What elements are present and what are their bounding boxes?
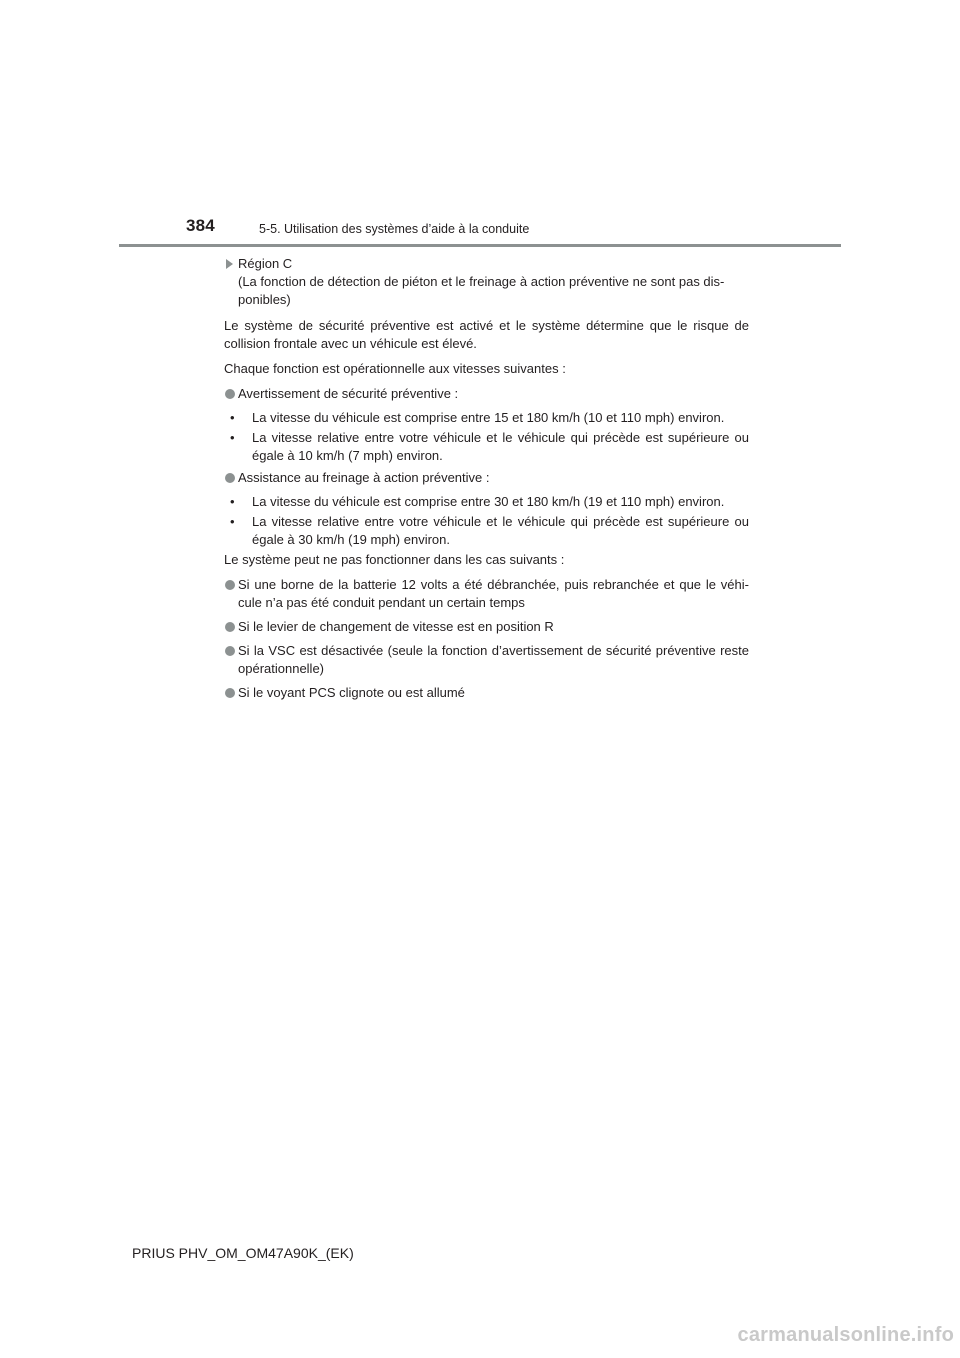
bullet-item — [224, 618, 749, 636]
bullet-item — [224, 684, 749, 702]
triangle-bullet-icon — [226, 259, 233, 269]
bullet-text: Si la VSC est désactivée (seule la fonction d’avertissement de sécurité préventive reste opérationnelle) — [238, 643, 749, 676]
page-number: 384 — [186, 216, 215, 235]
bullet-text: Assistance au freinage à action préventive : — [238, 470, 490, 485]
header-rule — [119, 244, 841, 247]
small-bullet-icon: • — [230, 430, 235, 445]
sub-item-text: La vitesse du véhicule est comprise entre 30 et 180 km/h (19 et 110 mph) environ. — [252, 494, 725, 509]
bullet-text: Si le levier de changement de vitesse est en position R — [238, 619, 554, 634]
sub-list — [224, 493, 749, 549]
sub-list — [224, 409, 749, 465]
sub-item — [224, 493, 749, 511]
bullet-item — [224, 385, 749, 403]
paragraph: Le système de sécurité préventive est activé et le système détermine que le risque de collision frontale avec un véhicule est élevé. — [224, 318, 749, 351]
region-line: ponibles) — [238, 292, 291, 307]
small-bullet-icon: • — [230, 494, 235, 509]
bullet-item — [224, 576, 749, 612]
bullet-text: Avertissement de sécurité préventive : — [238, 386, 459, 401]
paragraph: Chaque fonction est opérationnelle aux vitesses suivantes : — [224, 361, 566, 376]
bullet-item — [224, 469, 749, 487]
region-line: (La fonction de détection de piéton et le freinage à action préventive ne sont pas dis- — [238, 274, 725, 289]
region-c-block — [224, 255, 749, 309]
circle-bullet-icon — [225, 646, 235, 656]
sub-item — [224, 429, 749, 465]
section-title: 5-5. Utilisation des systèmes d’aide à la conduite — [259, 222, 530, 236]
sub-item — [224, 513, 749, 549]
footer-doc-code: PRIUS PHV_OM_OM47A90K_(EK) — [132, 1245, 354, 1261]
circle-bullet-icon — [225, 580, 235, 590]
circle-bullet-icon — [225, 473, 235, 483]
small-bullet-icon: • — [230, 514, 235, 529]
sub-item-text: La vitesse du véhicule est comprise entre 15 et 180 km/h (10 et 110 mph) environ. — [252, 410, 725, 425]
circle-bullet-icon — [225, 622, 235, 632]
region-line: Région C — [238, 256, 293, 271]
bullet-text: Si le voyant PCS clignote ou est allumé — [238, 685, 465, 700]
bullet-text: Si une borne de la batterie 12 volts a été débranchée, puis rebranchée et que le véhi-cule n’a pas été conduit pendant un certain temps — [238, 577, 749, 610]
sub-item-text: La vitesse relative entre votre véhicule et le véhicule qui précède est supérieure ou égale à 30 km/h (19 mph) environ. — [252, 514, 749, 547]
watermark: carmanualsonline.info — [737, 1324, 954, 1346]
paragraph: Le système peut ne pas fonctionner dans les cas suivants : — [224, 552, 565, 567]
bullet-item — [224, 642, 749, 678]
sub-item — [224, 409, 749, 427]
circle-bullet-icon — [225, 688, 235, 698]
circle-bullet-icon — [225, 389, 235, 399]
small-bullet-icon: • — [230, 410, 235, 425]
sub-item-text: La vitesse relative entre votre véhicule et le véhicule qui précède est supérieure ou égale à 10 km/h (7 mph) environ. — [252, 430, 749, 463]
main-content — [224, 255, 749, 708]
